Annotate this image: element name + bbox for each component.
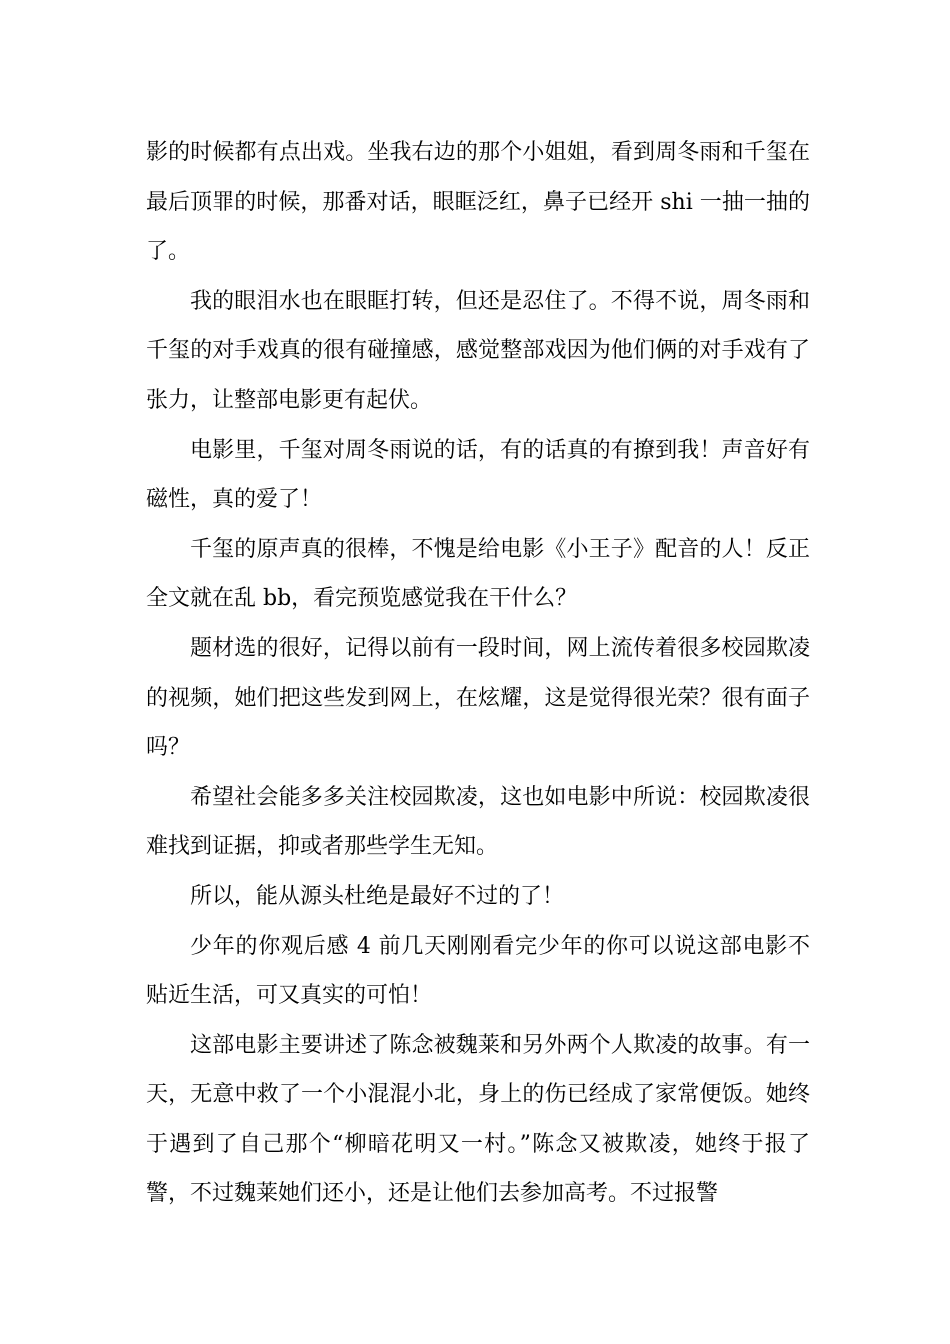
paragraph-8: 少年的你观后感 4 前几天刚刚看完少年的你可以说这部电影不贴近生活，可又真实的可怕！ xyxy=(146,933,810,1009)
paragraph-7: 所以，能从源头杜绝是最好不过的了！ xyxy=(190,883,565,909)
paragraph-4: 千玺的原声真的很棒，不愧是给电影《小王子》配音的人！反正全文就在乱 bb，看完预览感觉我在干什么？ xyxy=(146,536,810,612)
paragraph-5: 题材选的很好，记得以前有一段时间，网上流传着很多校园欺凌的视频，她们把这些发到网上，在炫耀，这是觉得很光荣？很有面子吗？ xyxy=(146,635,810,761)
paragraph-9: 这部电影主要讲述了陈念被魏莱和另外两个人欺凌的故事。有一天，无意中救了一个小混混小北，身上的伤已经成了家常便饭。她终于遇到了自己那个“柳暗花明又一村。”陈念又被欺凌，她终于报了警，不过魏莱她们还小，还是让他们去参加高考。不过报警 xyxy=(146,1032,810,1207)
paragraph-3: 电影里，千玺对周冬雨说的话，有的话真的有撩到我！声音好有磁性，真的爱了！ xyxy=(146,437,810,513)
paragraph-6: 希望社会能多多关注校园欺凌，这也如电影中所说：校园欺凌很难找到证据，抑或者那些学生无知。 xyxy=(146,784,810,860)
document-body xyxy=(146,128,810,1219)
paragraph-1: 影的时候都有点出戏。坐我右边的那个小姐姐，看到周冬雨和千玺在最后顶罪的时候，那番对话，眼眶泛红，鼻子已经开 shi 一抽一抽的了。 xyxy=(146,140,810,265)
paragraph-2: 我的眼泪水也在眼眶打转，但还是忍住了。不得不说，周冬雨和千玺的对手戏真的很有碰撞感，感觉整部戏因为他们俩的对手戏有了张力，让整部电影更有起伏。 xyxy=(146,288,810,413)
